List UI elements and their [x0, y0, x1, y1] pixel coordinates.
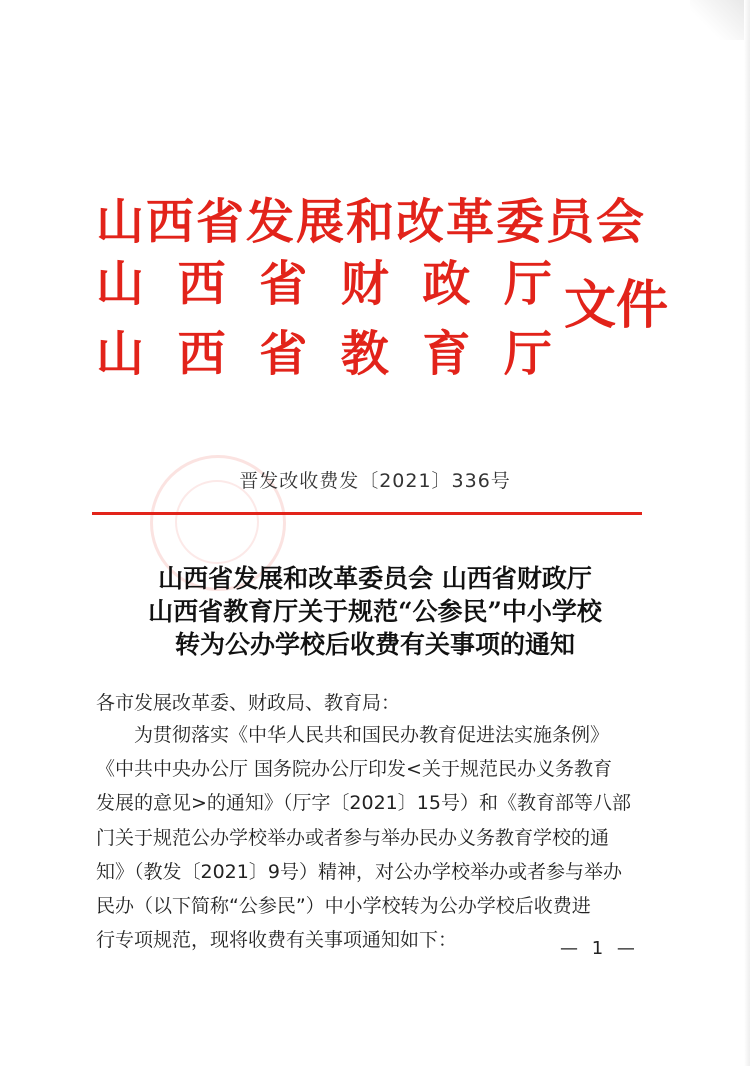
page-number: — 1 — — [560, 938, 639, 959]
paragraph-line: 门关于规范公办学校举办或者参与举办民办义务教育学校的通 — [96, 826, 610, 849]
issuer-line-2 — [96, 252, 552, 316]
issuer-line-3-text: 山西省教育厅 — [96, 326, 552, 382]
paragraph-line: 民办（以下简称“公参民”）中小学校转为公办学校后收费进 — [96, 894, 591, 917]
paragraph-line: 行专项规范，现将收费有关事项通知如下： — [96, 929, 458, 952]
body-paragraph — [96, 718, 666, 957]
document-number: 晋发改收费发〔2021〕336号 — [239, 470, 511, 492]
paragraph-line: 《中共中央办公厅 国务院办公厅印发<关于规范民办义务教育 — [96, 758, 612, 781]
document-suffix: 文件 — [564, 275, 669, 336]
page-corner-shadow — [690, 0, 750, 40]
issuer-line-2-text: 山西省财政厅 — [96, 256, 552, 312]
salutation: 各市发展改革委、财政局、教育局： — [96, 692, 401, 714]
paragraph-line: 知》（教发〔2021〕9号）精神，对公办学校举办或者参与举办 — [96, 860, 622, 883]
notice-title-line-2: 山西省教育厅关于规范“公参民”中小学校 — [148, 597, 602, 626]
paragraph-line: 发展的意见>的通知》（厅字〔2021〕15号）和《教育部等八部 — [96, 792, 631, 815]
issuer-line-1: 山西省发展和改革委员会 — [96, 194, 647, 250]
notice-title-line-1: 山西省发展和改革委员会 山西省财政厅 — [158, 564, 592, 593]
issuer-line-3 — [96, 322, 552, 386]
notice-title-line-3: 转为公办学校后收费有关事项的通知 — [174, 630, 575, 659]
paragraph-line: 为贯彻落实《中华人民共和国民办教育促进法实施条例》 — [134, 724, 610, 746]
red-separator-line — [92, 512, 642, 515]
page-edge-shadow — [744, 0, 750, 1066]
